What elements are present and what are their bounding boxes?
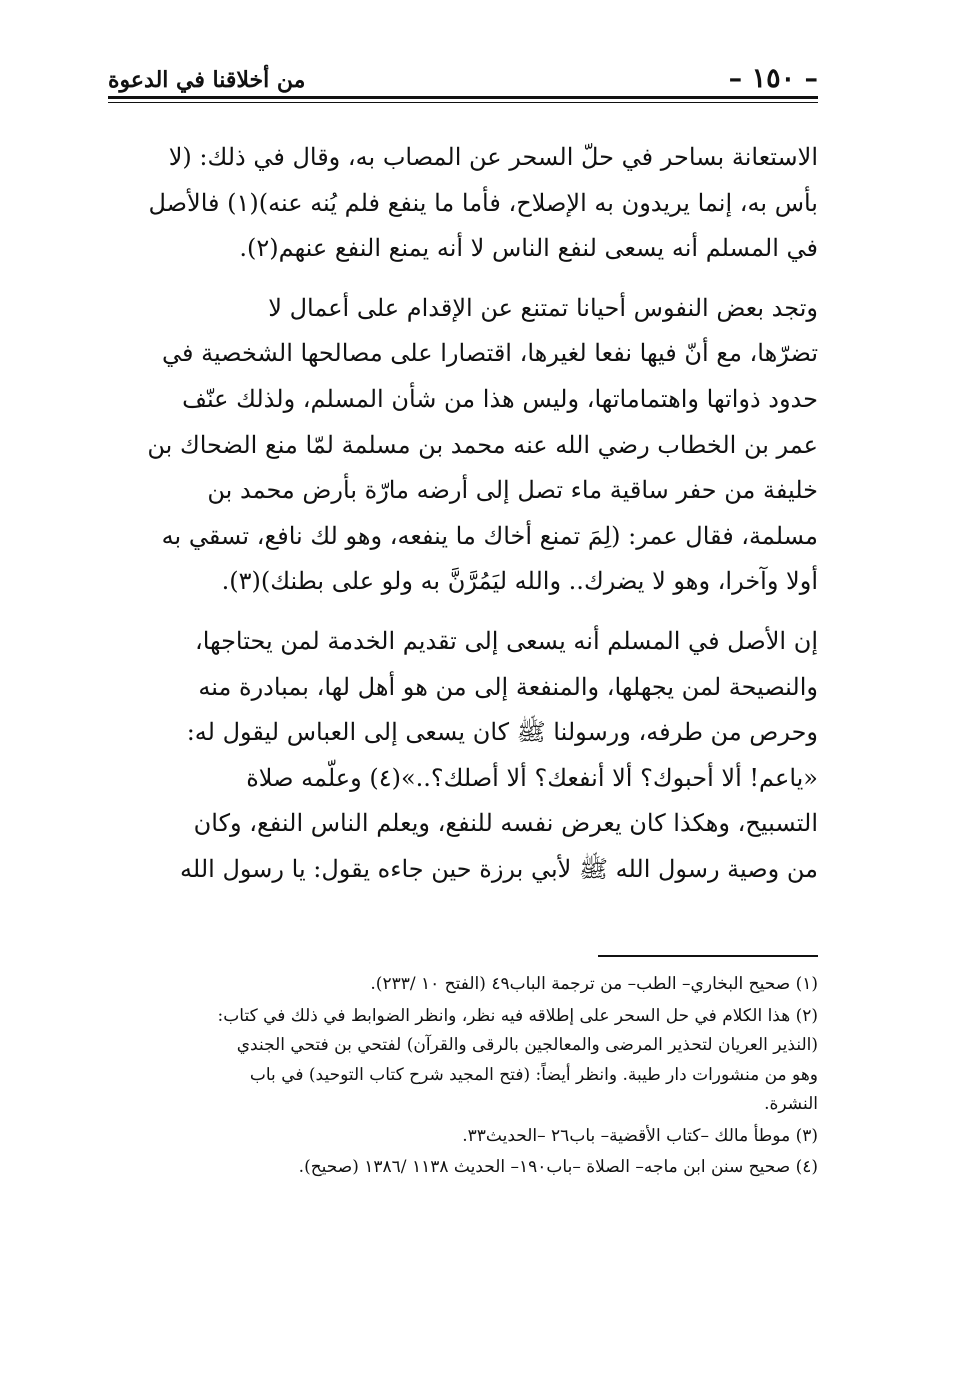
- footnote-separator: [598, 955, 818, 957]
- header-rule-thin: [108, 102, 818, 103]
- running-title: من أخلاقنا في الدعوة: [108, 67, 306, 93]
- page-number: – ١٥٠ –: [728, 63, 818, 94]
- main-text: [108, 135, 818, 907]
- footnote-2: (٢) هذا الكلام في حل السحر على إطلاقه فيه نظر، وانظر الضوابط في ذلك في كتاب: (النذير العريان لتحذير المرضى والمعالجين بالرقى والقرآن) لفتحي بن فتحي الجندي وهو من منشورات دار طيبة. وانظر أيضاً: (فتح المجيد شرح كتاب التوحيد) في باب النشرة.: [217, 1005, 818, 1114]
- paragraph-2: وتجد بعض النفوس أحيانا تمتنع عن الإقدام على أعمال لا تضرّها، مع أنّ فيها نفعا لغيرها، اقتصارا على مصالحها الشخصية في حدود ذواتها واهتماماتها، وليس هذا من شأن المسلم، ولذلك عنّف عمر بن الخطاب رضي الله عنه محمد بن مسلمة لمّا منع الضحاك بن خليفة من حفر ساقية ماء تصل إلى أرضه مارّة بأرض محمد بن مسلمة، فقال عمر: (لِمَ تمنع أخاك ما ينفعه، وهو لك نافع، تسقي به أولا وآخرا، وهو لا يضرك.. والله ليَمُرَّنَّ به ولو على بطنك)(٣).: [147, 293, 818, 596]
- footnote-1: (١) صحيح البخاري– الطب– من ترجمة الباب٤٩ (الفتح ١٠ /٢٣٣).: [370, 974, 818, 994]
- footnotes: [108, 970, 818, 1185]
- paragraph-3: إن الأصل في المسلم أنه يسعى إلى تقديم الخدمة لمن يحتاجها، والنصيحة لمن يجهلها، والمنفعة إلى من هو أهل لها، بمبادرة منه وحرص من طرفه، ورسولنا ﷺ كان يسعى إلى العباس ليقول له: «ياعم! ألا أحبوك؟ ألا أنفعك؟ ألا أصلك؟..»(٤) وعلّمه صلاة التسبيح، وهكذا كان يعرض نفسه للنفع، ويعلم الناس النفع، وكان من وصية رسول الله ﷺ لأبي برزة حين جاءه يقول: يا رسول الله: [180, 626, 818, 883]
- paragraph-1: الاستعانة بساحر في حلّ السحر عن المصاب به، وقال في ذلك: (لا بأس به، إنما يريدون به الإصلاح، فأما ما ينفع فلم يُنه عنه)(١) فالأصل في المسلم أنه يسعى لنفع الناس لا أنه يمنع النفع عنهم(٢).: [148, 143, 818, 263]
- header-rule: [108, 96, 818, 99]
- footnote-4: (٤) صحيح سنن ابن ماجه– الصلاة –باب١٩٠– الحديث ١١٣٨ /١٣٨٦ (صحيح).: [298, 1157, 818, 1177]
- footnote-3: (٣) موطأ مالك –كتاب الأقضية– باب٢٦ –الحديث٣٣.: [462, 1125, 818, 1146]
